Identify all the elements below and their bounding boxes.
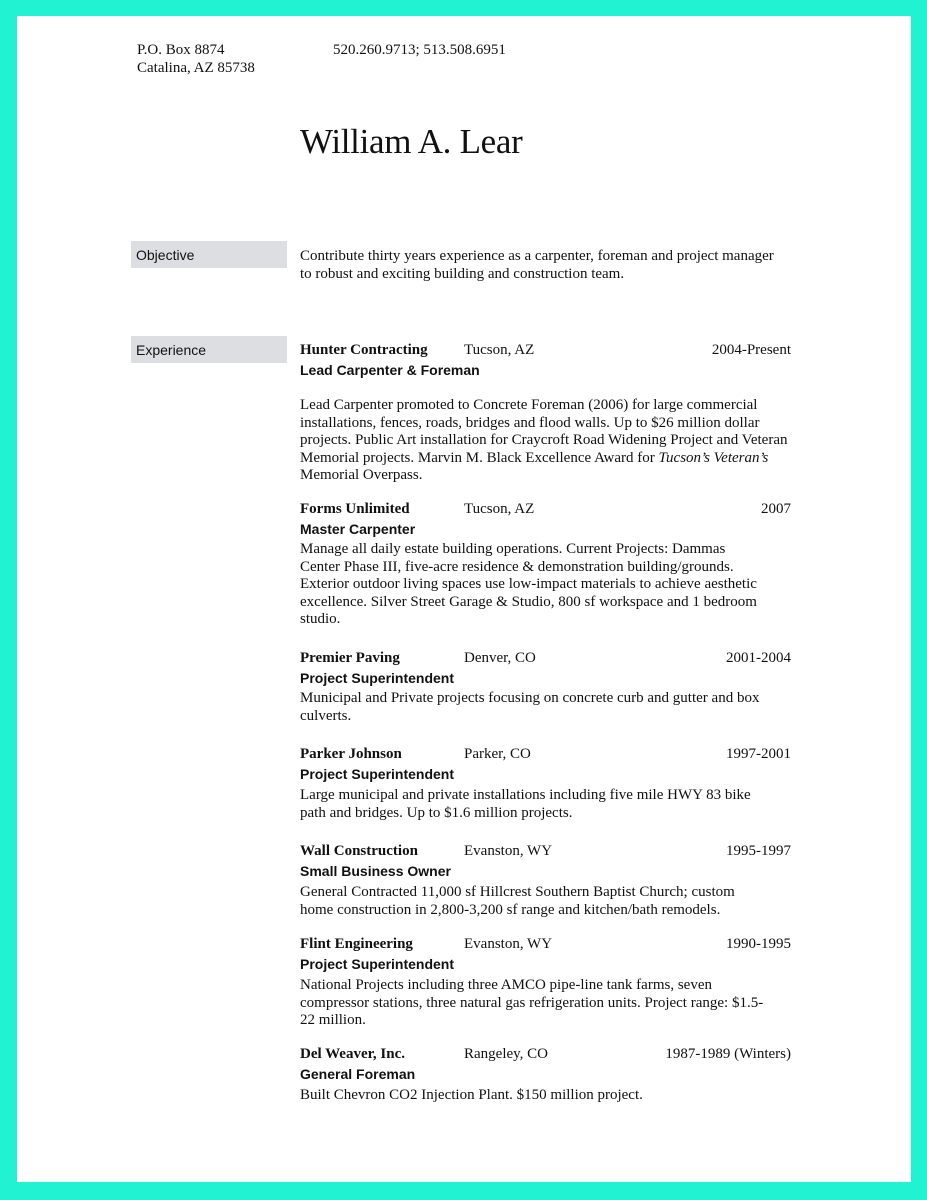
job-description: Municipal and Private projects focusing on concrete curb and gutter and box culverts. bbox=[300, 690, 760, 724]
resume-page bbox=[17, 16, 911, 1182]
address-line-1: P.O. Box 8874 bbox=[137, 42, 225, 58]
job-description: Lead Carpenter promoted to Concrete Foreman (2006) for large commercial installations, fences, roads, bridges and flood walls. Up to $26 million dollar projects. Public Art installation for Craycroft Road Widening Project and Veteran Memorial projects. Marvin M. Black Excellence Award for Tucson’s Veteran’s Memorial Overpass. bbox=[300, 397, 788, 484]
objective-line-2: to robust and exciting building and construction team. bbox=[300, 266, 625, 282]
job-description: Large municipal and private installations including five mile HWY 83 bike path and bridges. Up to $1.6 million projects. bbox=[300, 787, 751, 821]
company-name: Premier Paving bbox=[300, 650, 400, 666]
job-dates: 1990-1995 bbox=[726, 936, 791, 952]
experience-label: Experience bbox=[131, 336, 287, 363]
company-name: Forms Unlimited bbox=[300, 501, 410, 517]
job-description: Manage all daily estate building operations. Current Projects: Dammas Center Phase III, five-acre residence & demonstration building/grounds. Exterior outdoor living spaces use low-impact materials to achieve aesthetic excellence. Silver Street Garage & Studio, 800 sf workspace and 1 bedroom studio. bbox=[300, 541, 757, 628]
job-title: Small Business Owner bbox=[300, 863, 451, 879]
job-dates: 2004-Present bbox=[711, 342, 791, 358]
job-dates: 1995-1997 bbox=[726, 843, 791, 859]
address-line-2: Catalina, AZ 85738 bbox=[137, 60, 255, 76]
job-dates: 1997-2001 bbox=[726, 746, 791, 762]
job-location: Evanston, WY bbox=[464, 843, 553, 859]
job-title: Project Superintendent bbox=[300, 670, 455, 686]
award-title: Tucson’s Veteran’s bbox=[658, 449, 769, 466]
job-location: Tucson, AZ bbox=[464, 342, 535, 358]
job-dates: 2001-2004 bbox=[726, 650, 791, 666]
company-name: Parker Johnson bbox=[300, 746, 402, 762]
job-location: Parker, CO bbox=[464, 746, 531, 762]
job-dates: 2007 bbox=[761, 501, 791, 517]
job-title: Lead Carpenter & Foreman bbox=[300, 362, 480, 378]
job-description: Built Chevron CO2 Injection Plant. $150 million project. bbox=[300, 1087, 643, 1103]
job-title: Master Carpenter bbox=[300, 521, 416, 537]
job-description: General Contracted 11,000 sf Hillcrest Southern Baptist Church; custom home construction in 2,800-3,200 sf range and kitchen/bath remodels. bbox=[300, 884, 735, 918]
job-title: Project Superintendent bbox=[300, 956, 455, 972]
company-name: Wall Construction bbox=[300, 843, 418, 859]
job-description: National Projects including three AMCO pipe-line tank farms, seven compressor stations, three natural gas refrigeration units. Project range: $1.5- 22 million. bbox=[300, 977, 764, 1029]
job-title: General Foreman bbox=[300, 1066, 416, 1082]
company-name: Del Weaver, Inc. bbox=[300, 1046, 405, 1062]
job-location: Evanston, WY bbox=[464, 936, 553, 952]
job-location: Denver, CO bbox=[464, 650, 536, 666]
applicant-name: William A. Lear bbox=[300, 122, 523, 161]
objective-line-1: Contribute thirty years experience as a carpenter, foreman and project manager bbox=[300, 248, 774, 264]
company-name: Flint Engineering bbox=[300, 936, 413, 952]
job-title: Project Superintendent bbox=[300, 766, 455, 782]
objective-label: Objective bbox=[131, 241, 287, 268]
job-location: Rangeley, CO bbox=[464, 1046, 549, 1062]
job-location: Tucson, AZ bbox=[464, 501, 535, 517]
company-name: Hunter Contracting bbox=[300, 342, 428, 358]
phone-numbers: 520.260.9713; 513.508.6951 bbox=[333, 42, 506, 58]
job-dates: 1987-1989 (Winters) bbox=[665, 1046, 791, 1062]
